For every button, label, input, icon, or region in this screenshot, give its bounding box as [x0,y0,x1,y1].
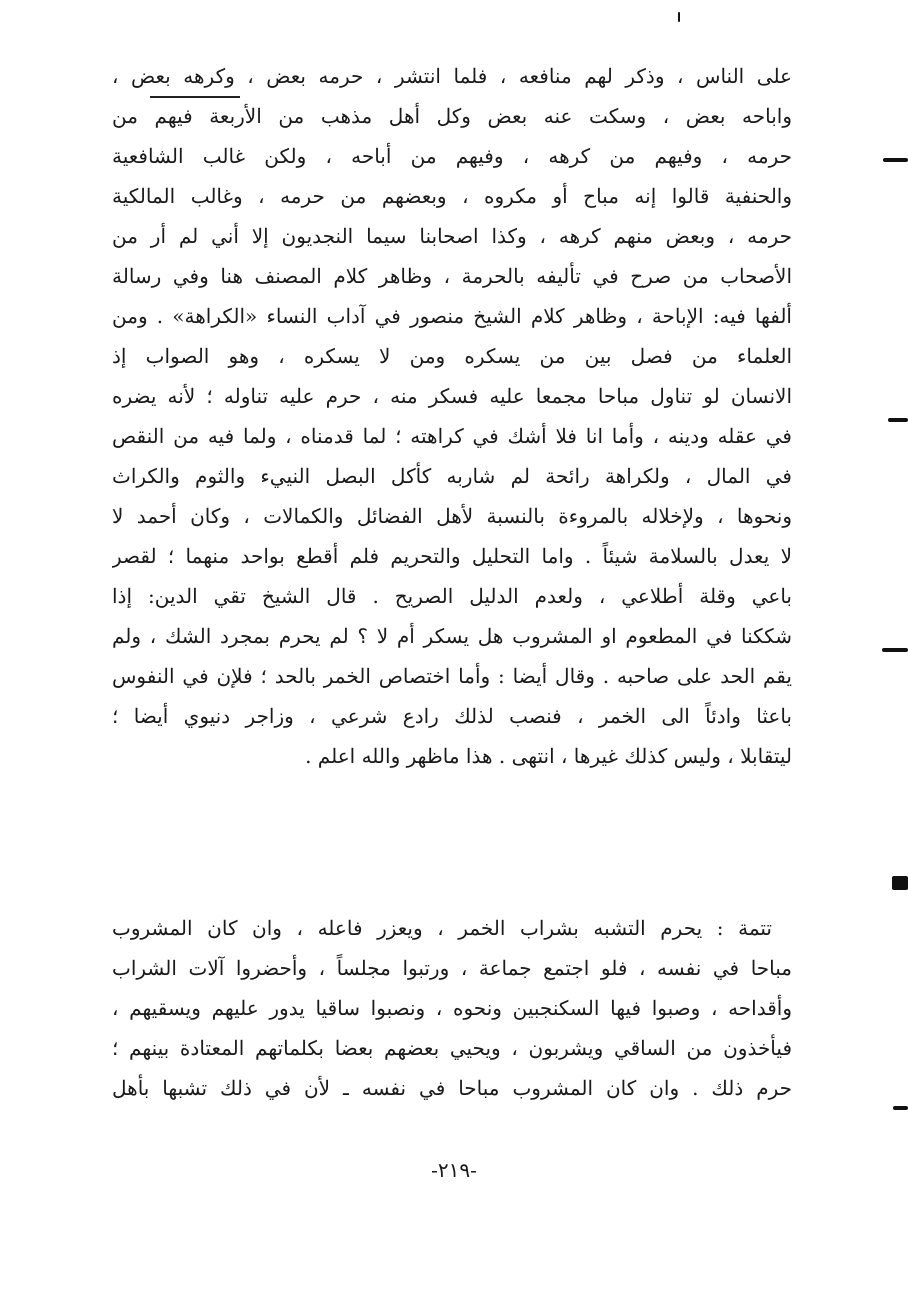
text-line: في عقله ودينه ، وأما انا فلا أشك في كراهته ؛ لما قدمناه ، ولما فيه من النقص [112,424,792,448]
text-line: وأقداحه ، وصبوا فيها السكنجبين ونحوه ، ونصبوا ساقيا يدور عليهم ويسقيهم ، [112,996,792,1020]
text-line: باعي وقلة أطلاعي ، ولعدم الدليل الصريح . قال الشيخ تقي الدين: إذا [112,584,792,608]
text-line: تتمة : يحرم التشبه بشراب الخمر ، ويعزر فاعله ، وان كان المشروب [112,916,772,940]
text-line: ونحوها ، ولإخلاله بالمروءة بالنسبة لأهل الفضائل والكمالات ، وكان أحمد لا [112,504,792,528]
text-line: لا يعدل بالسلامة شيئاً . واما التحليل والتحريم فلم أقطع بواحد منهما ؛ لقصر [112,544,792,568]
margin-mark [882,648,908,652]
text-line: باعثا وادئاً الى الخمر ، فنصب لذلك رادع شرعي ، وزاجر دنيوي أيضا ؛ [112,704,792,728]
text-line: الانسان لو تناول مباحا مجمعا عليه فسكر منه ، حرم عليه تناوله ؛ لأنه يضره [112,384,792,408]
text-line: ألفها فيه: الإباحة ، وظاهر كلام الشيخ منصور في آداب النساء «الكراهة» . ومن [112,304,792,328]
text-line: واباحه بعض ، وسكت عنه بعض وكل أهل مذهب من الأربعة فيهم من [112,104,792,128]
text-line: والحنفية قالوا إنه مباح أو مكروه ، وبعضهم من حرمه ، وغالب المالكية [112,184,792,208]
margin-mark [892,876,908,890]
text-line: العلماء من فصل بين من يسكره ومن لا يسكره ، وهو الصواب إذ [112,344,792,368]
page-number: -٢١٩- [431,1158,477,1182]
paragraph-1 [112,56,792,776]
text-line: حرمه ، وفيهم من كرهه ، وفيهم من أباحه ، ولكن غالب الشافعية [112,144,792,168]
margin-mark [883,158,908,162]
text-line: حرم ذلك . وان كان المشروب مباحا في نفسه ـ لأن في ذلك تشبها بأهل [112,1076,792,1100]
margin-mark [678,12,680,22]
text-line: في المال ، ولكراهة رائحة لم شاربه كأكل البصل النييء والثوم والكراث [112,464,792,488]
text-line: يقم الحد على صاحبه . وقال أيضا : وأما اختصاص الخمر بالحد ؛ فلإن في النفوس [112,664,792,688]
paragraph-2 [112,908,792,1108]
text-line: الأصحاب من صرح في تأليفه بالحرمة ، وظاهر كلام المصنف هنا وفي رسالة [112,264,792,288]
text-line: حرمه ، وبعض منهم كرهه ، وكذا اصحابنا سيما النجديون إلا أني لم أر من [112,224,792,248]
text-line: ليتقابلا ، وليس كذلك غيرها ، انتهى . هذا ماظهر والله اعلم . [305,744,792,768]
text-line: فيأخذون من الساقي ويشربون ، ويحيي بعضهم بعضا بكلماتهم المعتادة بينهم ؛ [112,1036,792,1060]
margin-mark [893,1106,908,1110]
margin-mark [888,418,908,422]
text-line: على الناس ، وذكر لهم منافعه ، فلما انتشر ، حرمه بعض ، وكرهه بعض ، [112,64,792,88]
text-line: مباحا في نفسه ، فلو اجتمع جماعة ، ورتبوا مجلساً ، وأحضروا آلات الشراب [112,956,792,980]
text-line: شككنا في المطعوم او المشروب هل يسكر أم لا ؟ لم يحرم بمجرد الشك ، ولم [112,624,792,648]
